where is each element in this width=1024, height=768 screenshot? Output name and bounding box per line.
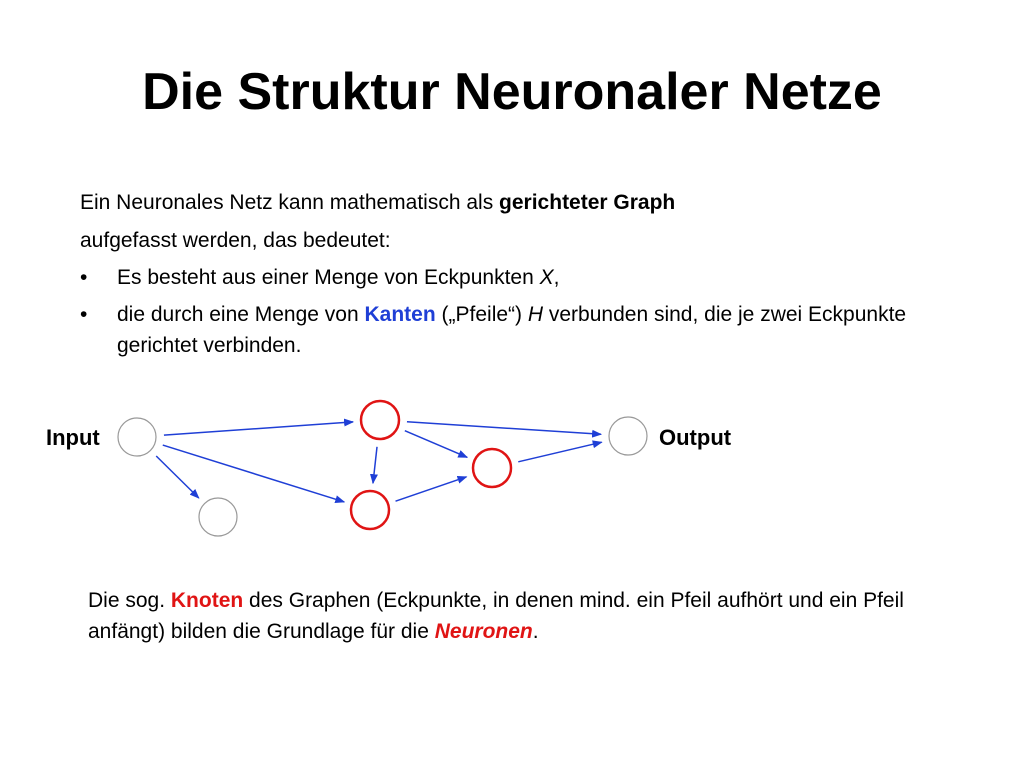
footnote-text xyxy=(88,585,908,647)
input-label: Input xyxy=(46,425,100,450)
edge-n1-to-n3 xyxy=(405,431,467,458)
footnote-part-3: . xyxy=(532,620,539,643)
slide-title: Die Struktur Neuronaler Netze xyxy=(142,63,882,121)
nodes-layer xyxy=(118,401,647,536)
footnote-part-2: des Graphen (Eckpunkte, in denen mind. ein Pfeil aufhört und ein Pfeil anfängt) bilden die Grundlage für die xyxy=(88,589,904,643)
bullet-part-3: verbunden sind, die je zwei Eckpunkte gerichtet verbinden. xyxy=(117,303,907,357)
term-neuronen: Neuronen xyxy=(434,620,533,643)
symbol-h: H xyxy=(527,303,544,326)
bullet-part-2: („Pfeile“) xyxy=(435,303,528,326)
node-n3 xyxy=(473,449,511,487)
bullet-marker: • xyxy=(80,303,88,326)
node-input xyxy=(118,418,156,456)
intro-term-directed-graph: gerichteter Graph xyxy=(499,191,676,214)
edge-n1-to-n2 xyxy=(373,447,377,483)
node-n1 xyxy=(361,401,399,439)
node-dead-end xyxy=(199,498,237,536)
bullet-part-1: die durch eine Menge von xyxy=(117,303,365,326)
intro-line-2: aufgefasst werden, das bedeutet: xyxy=(80,229,391,252)
bullet-part-2: , xyxy=(553,266,560,289)
edge-n1-to-output xyxy=(407,422,601,435)
term-kanten: Kanten xyxy=(364,303,436,326)
footnote-part-1: Die sog. xyxy=(88,589,171,612)
output-label: Output xyxy=(659,425,732,450)
edge-input-to-dead-end xyxy=(156,456,199,498)
term-knoten: Knoten xyxy=(170,589,244,612)
node-n2 xyxy=(351,491,389,529)
edge-n2-to-n3 xyxy=(396,477,467,501)
edge-input-to-n1 xyxy=(164,422,353,435)
symbol-x: X xyxy=(539,266,554,289)
edge-input-to-n2 xyxy=(163,445,344,502)
edge-n3-to-output xyxy=(518,442,601,462)
bullet-part-1: Es besteht aus einer Menge von Eckpunkten xyxy=(117,266,540,289)
intro-part-1: Ein Neuronales Netz kann mathematisch als xyxy=(80,191,500,214)
bullet-marker: • xyxy=(80,266,88,289)
node-output xyxy=(609,417,647,455)
